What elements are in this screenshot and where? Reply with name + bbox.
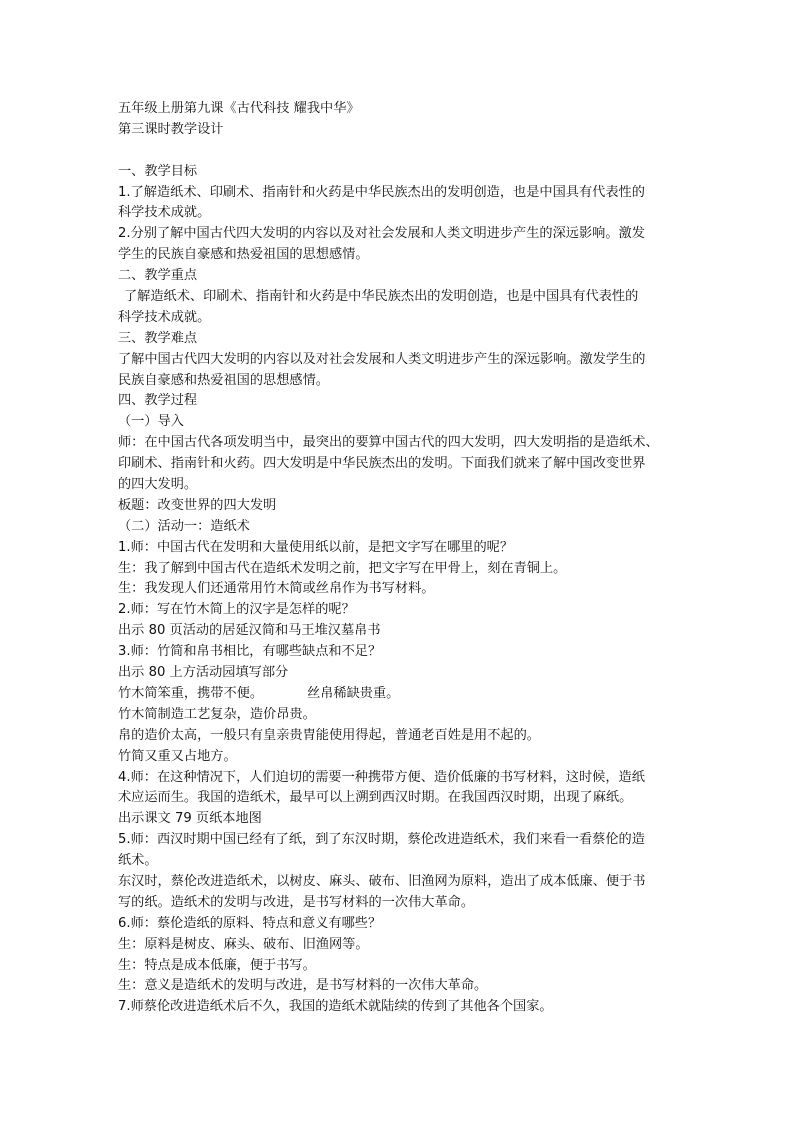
text-line: 科学技术成就。 [118, 309, 211, 325]
text-line: 了解中国古代四大发明的内容以及对社会发展和人类文明进步产生的深远影响。激发学生的 [118, 351, 646, 367]
text-line: 出示 80 上方活动园填写部分 [118, 665, 289, 681]
section-heading: 二、教学重点 [118, 268, 198, 284]
split-text-line [118, 684, 688, 705]
text-line: 印刷术、指南针和火药。四大发明是中华民族杰出的发明。下面我们就来了解中国改变世界 [118, 456, 646, 472]
text-line: 3.师：竹简和帛书相比，有哪些缺点和不足？ [118, 644, 382, 660]
text-line: 1.师：中国古代在发明和大量使用纸以前，是把文字写在哪里的呢？ [118, 539, 514, 555]
text-line: 术应运而生。我国的造纸术，最早可以上溯到西汉时期。在我国西汉时期，出现了麻纸。 [118, 790, 633, 806]
subsection-heading: （一）导入 [118, 414, 184, 430]
text-line: 师：在中国古代各项发明当中，最突出的要算中国古代的四大发明，四大发明指的是造纸术、 [118, 435, 659, 451]
text-line: 出示 80 页活动的居延汉简和马王堆汉墓帛书 [118, 623, 381, 639]
text-line: 5.师：西汉时期中国已经有了纸，到了东汉时期，蔡伦改进造纸术，我们来看一看蔡伦的造 [118, 832, 645, 848]
text-line: 的四大发明。 [118, 477, 198, 493]
text-line: 东汉时，蔡伦改进造纸术，以树皮、麻头、破布、旧渔网为原料，造出了成本低廉、便于书 [118, 873, 646, 889]
split-left-text: 竹木简笨重，携带不便。 [118, 685, 264, 701]
text-line: 7.师蔡伦改进造纸术后不久，我国的造纸术就陆续的传到了其他各个国家。 [118, 999, 553, 1015]
section-heading: 四、教学过程 [118, 393, 198, 409]
document-page [118, 99, 688, 1018]
text-line: 纸术。 [118, 853, 158, 869]
text-line: 了解造纸术、印刷术、指南针和火药是中华民族杰出的发明创造，也是中国具有代表性的 [124, 289, 639, 305]
blank-line [118, 141, 688, 162]
text-line: 生：我了解到中国古代在造纸术发明之前，把文字写在甲骨上，刻在青铜上。 [118, 560, 567, 576]
text-line: 1.了解造纸术、印刷术、指南针和火药是中华民族杰出的发明创造，也是中国具有代表性的 [118, 184, 645, 200]
doc-subtitle: 第三课时教学设计 [118, 121, 224, 137]
text-line: 4.师：在这种情况下，人们迫切的需要一种携带方便、造价低廉的书写材料，这时候，造纸 [118, 769, 645, 785]
text-line: 生：意义是造纸术的发明与改进，是书写材料的一次伟大革命。 [118, 978, 488, 994]
subsection-heading: （二）活动一：造纸术 [118, 518, 250, 534]
doc-title: 五年级上册第九课《古代科技 耀我中华》 [118, 101, 360, 116]
text-line: 科学技术成就。 [118, 205, 211, 221]
text-line: 学生的民族自豪感和热爱祖国的思想感情。 [118, 247, 369, 263]
text-line: 生：原料是树皮、麻头、破布、旧渔网等。 [118, 936, 369, 952]
section-heading: 一、教学目标 [118, 163, 198, 179]
split-right-text: 丝帛稀缺贵重。 [307, 685, 400, 701]
text-line: 2.师：写在竹木简上的汉字是怎样的呢？ [118, 602, 355, 618]
text-line: 生：我发现人们还通常用竹木简或丝帛作为书写材料。 [118, 581, 435, 597]
text-line: 写的纸。造纸术的发明与改进，是书写材料的一次伟大革命。 [118, 894, 475, 910]
text-line: 板题：改变世界的四大发明 [118, 497, 277, 513]
text-line: 出示课文 79 页纸本地图 [118, 811, 262, 827]
text-line: 竹简又重又占地方。 [118, 748, 237, 764]
text-line: 生：特点是成本低廉，便于书写。 [118, 957, 316, 973]
text-line: 2.分别了解中国古代四大发明的内容以及对社会发展和人类文明进步产生的深远影响。激发 [118, 226, 645, 242]
text-line: 竹木简制造工艺复杂，造价昂贵。 [118, 706, 316, 722]
text-line: 6.师：蔡伦造纸的原料、特点和意义有哪些？ [118, 915, 382, 931]
section-heading: 三、教学难点 [118, 330, 198, 346]
text-line: 帛的造价太高，一般只有皇亲贵胄能使用得起，普通老百姓是用不起的。 [118, 727, 540, 743]
text-line: 民族自豪感和热爱祖国的思想感情。 [118, 372, 329, 388]
